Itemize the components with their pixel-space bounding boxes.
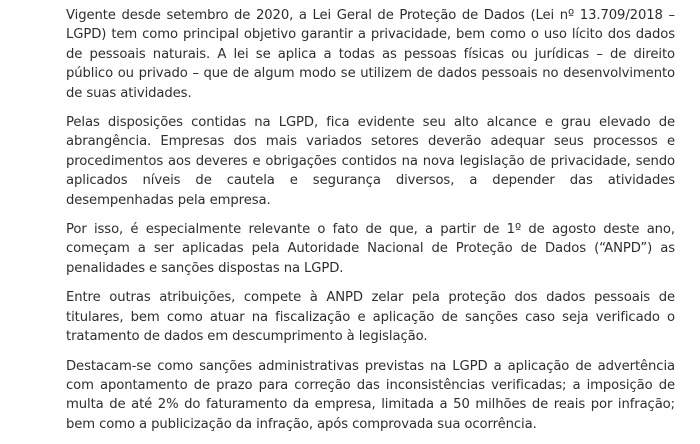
paragraph-anpd-penalties: Por isso, é especialmente relevante o fato de que, a partir de 1º de agosto deste ano, começam a ser aplicadas pela Autoridade Nacional de Proteção de Dados (“ANPD”) as penalidades e sanções dispostas na LGPD. xyxy=(66,222,675,276)
paragraph-lgpd-scope: Pelas disposições contidas na LGPD, fica evidente seu alto alcance e grau elevado de abrangência. Empresas dos mais variados setores deverão adequar seus processos e procedimentos aos deveres e obrigações contidos na nova legislação de privacidade, sendo aplicados níveis de cautela e segurança diversos, a depender das atividades desempenhadas pela empresa. xyxy=(66,115,675,208)
paragraph-anpd-duties: Entre outras atribuições, compete à ANPD zelar pela proteção dos dados pessoais de titulares, bem como atuar na fiscalização e aplicação de sanções caso seja verificado o tratamento de dados em descumprimento à legislação. xyxy=(66,290,675,345)
paragraph-sanctions: Destacam-se como sanções administrativas previstas na LGPD a aplicação de advertência com apontamento de prazo para correção das inconsistências verificadas; a imposição de multa de até 2% do faturamento da empresa, limitada a 50 milhões de reais por infração; bem como a publicização da infração, após comprovada sua ocorrência. xyxy=(66,358,675,432)
article-body xyxy=(66,6,675,444)
paragraph-lgpd-intro: Vigente desde setembro de 2020, a Lei Geral de Proteção de Dados (Lei nº 13.709/2018 – LGPD) tem como principal objetivo garantir a privacidade, bem como o uso lícito dos dados de pessoais naturais. A lei se aplica a todas as pessoas físicas ou jurídicas – de direito público ou privado – que de algum modo se utilizem de dados pessoais no desenvolvimento de suas atividades. xyxy=(66,8,675,101)
